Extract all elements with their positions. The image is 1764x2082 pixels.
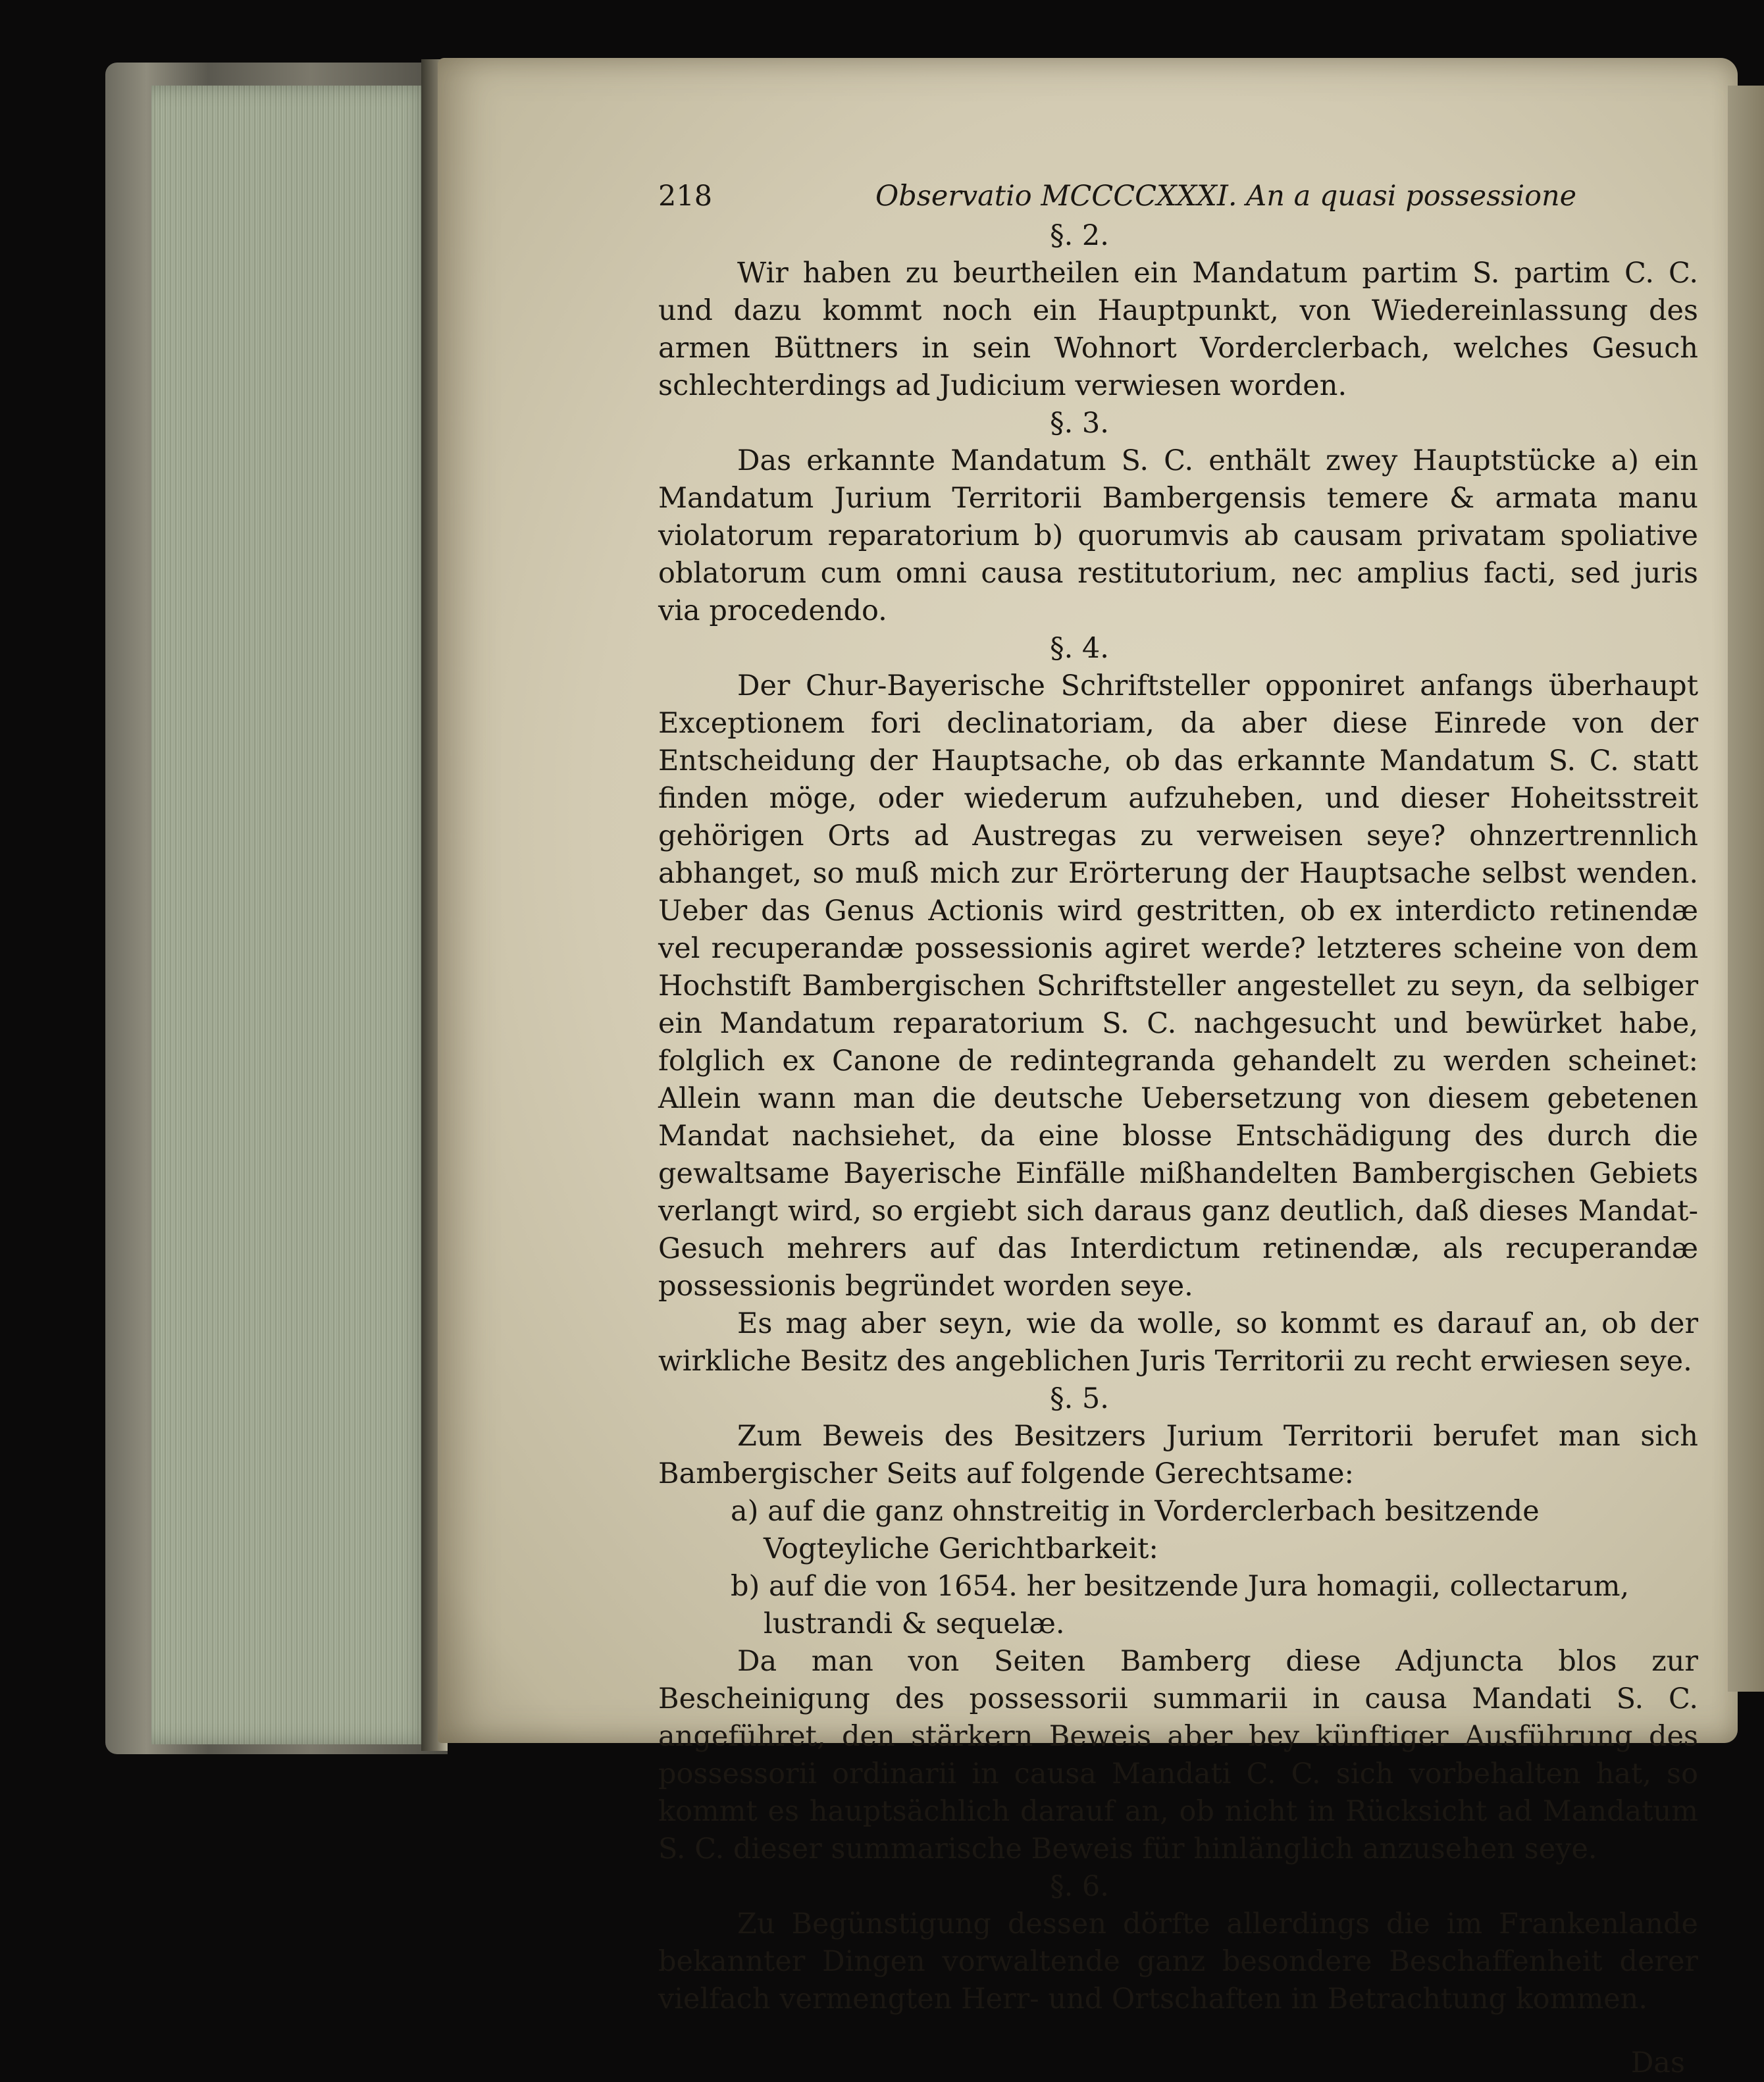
page-number: 218 — [658, 180, 713, 213]
paragraph: Wir haben zu beurtheilen ein Mandatum partim S. partim C. C. und dazu kommt noch ein Hauptpunkt, von Wiedereinlassung des armen Büttners in sein Wohnort Vorderclerbach, welches Gesuch schlechterdings ad Judicium verwiesen worden. — [658, 257, 1698, 402]
paragraph: Der Chur-Bayerische Schriftsteller opponiret anfangs überhaupt Exceptionem fori declinatoriam, da aber diese Einrede von der Entscheidung der Hauptsache, ob das erkannte Mandatum S. C. statt finden möge, oder wiederum aufzuheben, und dieser Hoheitsstreit gehörigen Orts ad Austregas zu verweisen seye? ohnzertrennlich abhanget, so muß mich zur Erörterung der Hauptsache selbst wenden. Ueber das Genus Actionis wird gestritten, ob ex interdicto retinendæ vel recuperandæ possessionis agiret werde? letzteres scheine von dem Hochstift Bambergischen Schriftsteller angestellet zu seyn, da selbiger ein Mandatum reparatorium S. C. nachgesucht und bewürket habe, folglich ex Canone de redintegranda gehandelt zu werden scheinet: Allein wann man die deutsche Uebersetzung von diesem gebetenen Mandat nachsiehet, da eine blosse Entschädigung des durch die gewaltsame Bayerische Einfälle mißhandelten Bambergischen Gebiets verlangt wird, so ergiebt sich daraus ganz deutlich, daß dieses Mandat-Gesuch mehrers auf das Interdictum retinendæ, als recuperandæ possessionis begründet worden seye. — [658, 669, 1698, 1303]
running-title: Observatio MCCCCXXXI. An a quasi possessione — [875, 180, 1577, 213]
section-mark: §. 6. — [1050, 1870, 1109, 1903]
catchword: Das — [1630, 2046, 1685, 2079]
list-item: b) auf die von 1654. her besitzende Jura homagii, collectarum, lustrandi & sequelæ. — [731, 1570, 1630, 1640]
section-mark: §. 4. — [1050, 632, 1109, 665]
facing-page-edge — [1728, 86, 1764, 1692]
section-mark: §. 3. — [1050, 407, 1109, 440]
list-item: a) auf die ganz ohnstreitig in Vorderclerbach besitzende Vogteyliche Gerichtbarkeit: — [731, 1495, 1540, 1565]
running-header — [658, 178, 1698, 217]
paragraph: Das erkannte Mandatum S. C. enthält zwey Hauptstücke a) ein Mandatum Jurium Territorii Bambergensis temere & armata manu violatorum reparatorium b) quorumvis ab causam privatam spoliative oblatorum cum omni causa restitutorium, nec amplius facti, sed juris via procedendo. — [658, 444, 1698, 627]
page-block-edges — [151, 86, 434, 1744]
section-mark: §. 2. — [1050, 219, 1109, 252]
paragraph: Zu Begünstigung dessen dörfte allerdings die im Frankenlande bekannter Dingen vorwaltende ganz besondere Beschaffenheit derer vielfach vermengten Herr- und Ortschaften in Betrachtung kommen. — [658, 1908, 1698, 2016]
paragraph: Da man von Seiten Bamberg diese Adjuncta blos zur Bescheinigung des possessorii summarii in causa Mandati S. C. angeführet, den stärkern Beweis aber bey künftiger Ausführung des possessorii ordinarii in causa Mandati C. C. sich vorbehalten hat, so kommt es hauptsächlich darauf an, ob nicht in Rücksicht ad Mandatum S. C. dieser summarische Beweis für hinlänglich anzusehen seye. — [658, 1645, 1698, 1865]
paragraph: Zum Beweis des Besitzers Jurium Territorii berufet man sich Bambergischer Seits auf folgende Gerechtsame: — [658, 1420, 1698, 1490]
section-mark: §. 5. — [1050, 1382, 1109, 1415]
paragraph: Es mag aber seyn, wie da wolle, so kommt es darauf an, ob der wirkliche Besitz des angeblichen Juris Territorii zu recht erwiesen seye. — [658, 1307, 1698, 1378]
page-text — [658, 178, 1698, 2079]
